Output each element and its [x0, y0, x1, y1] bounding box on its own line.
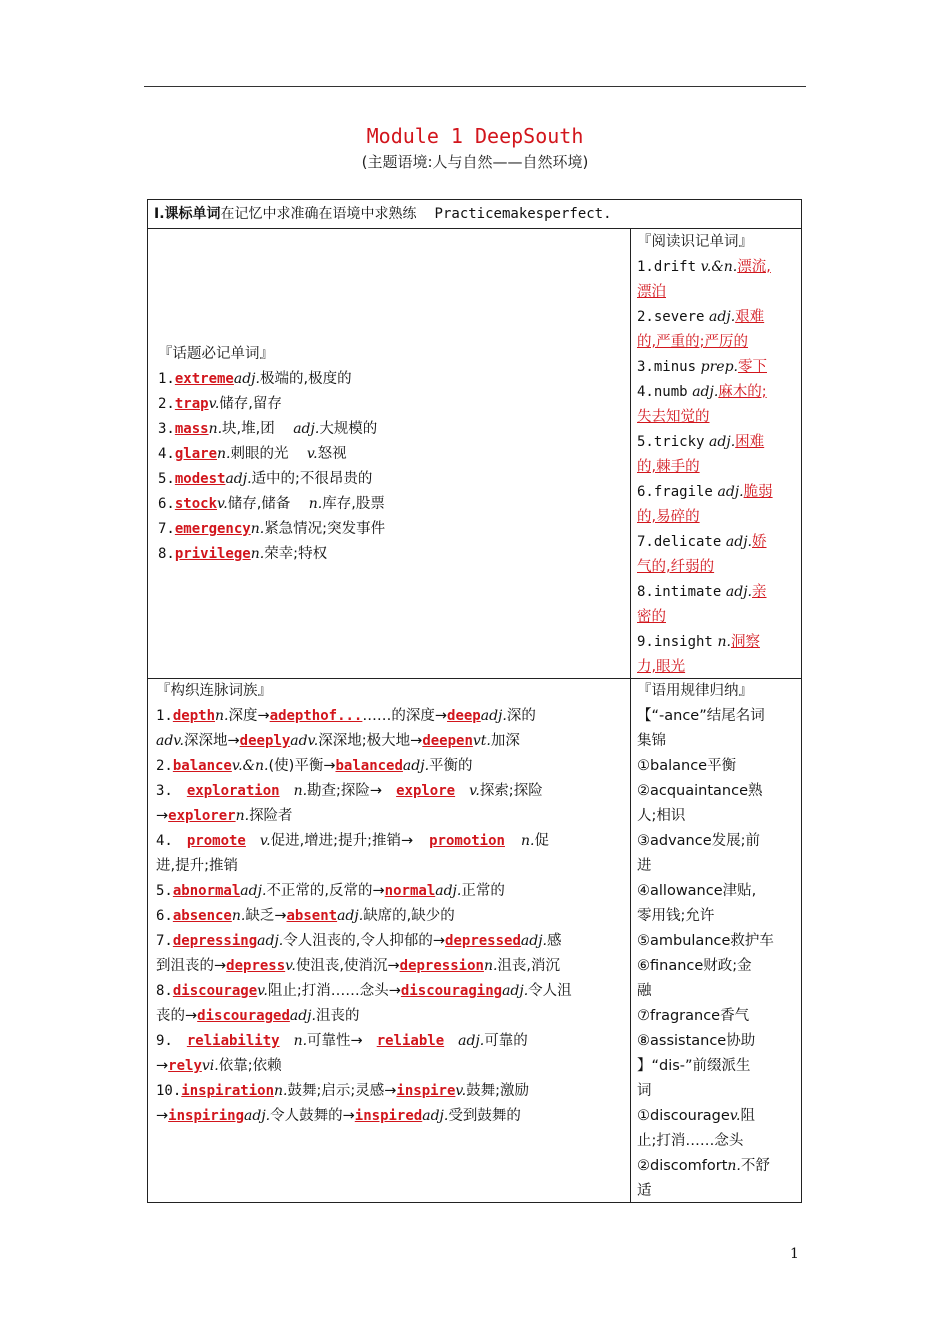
family-line: 1.depthn.深度→adepthof...……的深度→deepadj.深的: [156, 708, 536, 724]
rules-group-title: 集锦: [637, 733, 666, 749]
family-line: 8.discouragev.阻止;打消……念头→discouragingadj.令人沮: [156, 983, 572, 999]
reading-heading: 『阅读识记单词』: [637, 234, 753, 250]
topic-item: 6.stockv.储存,储备 n.库存,股票: [158, 496, 385, 512]
rules-line: ⑤ambulance救护车: [637, 933, 774, 949]
topic-item: 4.glaren.刺眼的光 v.怒视: [158, 446, 347, 462]
rules-heading: 『语用规律归纳』: [637, 683, 753, 699]
reading-item: 4.numb adj.麻木的; 失去知觉的: [637, 384, 767, 425]
rules-line: ②discomfortn.不舒: [637, 1158, 770, 1174]
reading-item: 6.fragile adj.脆弱 的,易碎的: [637, 484, 773, 525]
rules-line: ①balance平衡: [637, 758, 737, 774]
rules-line: 人;相识: [637, 808, 686, 824]
rules-line: ⑧assistance协助: [637, 1033, 756, 1049]
page-number: 1: [790, 1246, 799, 1262]
rules-line: 适: [637, 1183, 652, 1199]
page-title: Module 1 DeepSouth: [366, 124, 584, 148]
header-motto: Practicemakesperfect.: [434, 206, 612, 222]
family-heading: 『构织连脉词族』: [156, 683, 272, 699]
topic-item: 2.trapv.储存,留存: [158, 396, 282, 412]
top-rule: [144, 86, 806, 87]
rules-group-title: 】“dis-”前缀派生: [637, 1058, 751, 1074]
family-line: 丧的→discouragedadj.沮丧的: [156, 1008, 360, 1024]
rules-group-title: 【“-ance”结尾名词: [637, 708, 765, 724]
family-line: →relyvi.依靠;依赖: [156, 1058, 282, 1074]
family-line: 2.balancev.&n.(使)平衡→balancedadj.平衡的: [156, 758, 473, 774]
usage-rules-cell: [637, 679, 797, 1204]
reading-item: 1.drift v.&n.漂流, 漂泊: [637, 259, 771, 300]
word-family-cell: [156, 679, 628, 1129]
family-line: →explorern.探险者: [156, 808, 293, 824]
vocab-table: [147, 199, 802, 1203]
table-header: [148, 200, 801, 229]
topic-item: 5.modestadj.适中的;不很昂贵的: [158, 471, 373, 487]
reading-item: 7.delicate adj.娇 气的,纤弱的: [637, 534, 767, 575]
family-line: adv.深深地→deeplyadv.深深地;极大地→deepenvt.加深: [156, 733, 520, 749]
column-divider: [630, 229, 631, 1202]
family-line: 进,提升;推销: [156, 858, 238, 874]
family-line: 到沮丧的→depressv.使沮丧,使消沉→depressionn.沮丧,消沉: [156, 958, 561, 974]
family-line: 3. exploration n.勘查;探险→ explore v.探索;探险: [156, 783, 543, 799]
rules-line: 零用钱;允许: [637, 908, 715, 924]
topic-item: 7.emergencyn.紧急情况;突发事件: [158, 521, 386, 537]
rules-line: ④allowance津贴,: [637, 883, 757, 899]
header-desc: 在记忆中求准确在语境中求熟练: [220, 206, 417, 222]
family-line: 4. promote v.促进,增进;提升;推销→ promotion n.促: [156, 833, 549, 849]
rules-line: ③advance发展;前: [637, 833, 761, 849]
reading-item: 9.insight n.洞察 力,眼光: [637, 634, 760, 675]
rules-line: ①discouragev.阻: [637, 1108, 755, 1124]
rules-line: ⑥finance财政;金: [637, 958, 752, 974]
page-subtitle: (主题语境:人与自然——自然环境): [361, 153, 589, 171]
reading-words-cell: [637, 230, 797, 680]
family-line: →inspiringadj.令人鼓舞的→inspiredadj.受到鼓舞的: [156, 1108, 521, 1124]
family-line: 10.inspirationn.鼓舞;启示;灵感→inspirev.鼓舞;激励: [156, 1083, 530, 1099]
family-line: 5.abnormaladj.不正常的,反常的→normaladj.正常的: [156, 883, 505, 899]
rules-line: 进: [637, 858, 652, 874]
topic-words-cell: [158, 342, 626, 567]
family-line: 6.absencen.缺乏→absentadj.缺席的,缺少的: [156, 908, 455, 924]
rules-group-title: 词: [637, 1083, 652, 1099]
topic-item: 3.massn.块,堆,团 adj.大规模的: [158, 421, 378, 437]
reading-item: 2.severe adj.艰难 的,严重的;严厉的: [637, 309, 765, 350]
rules-line: ⑦fragrance香气: [637, 1008, 750, 1024]
reading-item: 3.minus prep.零下: [637, 359, 767, 375]
topic-heading: 『话题必记单词』: [158, 346, 274, 362]
header-label: Ⅰ.课标单词: [154, 206, 221, 222]
reading-item: 5.tricky adj.困难 的,棘手的: [637, 434, 765, 475]
rules-line: ②acquaintance熟: [637, 783, 763, 799]
family-line: 9. reliability n.可靠性→ reliable adj.可靠的: [156, 1033, 528, 1049]
rules-line: 融: [637, 983, 652, 999]
family-line: 7.depressingadj.令人沮丧的,令人抑郁的→depressedadj.感: [156, 933, 562, 949]
topic-item: 1.extremeadj.极端的,极度的: [158, 371, 352, 387]
reading-item: 8.intimate adj.亲 密的: [637, 584, 767, 625]
rules-line: 止;打消……念头: [637, 1133, 744, 1149]
topic-item: 8.privilegen.荣幸;特权: [158, 546, 328, 562]
